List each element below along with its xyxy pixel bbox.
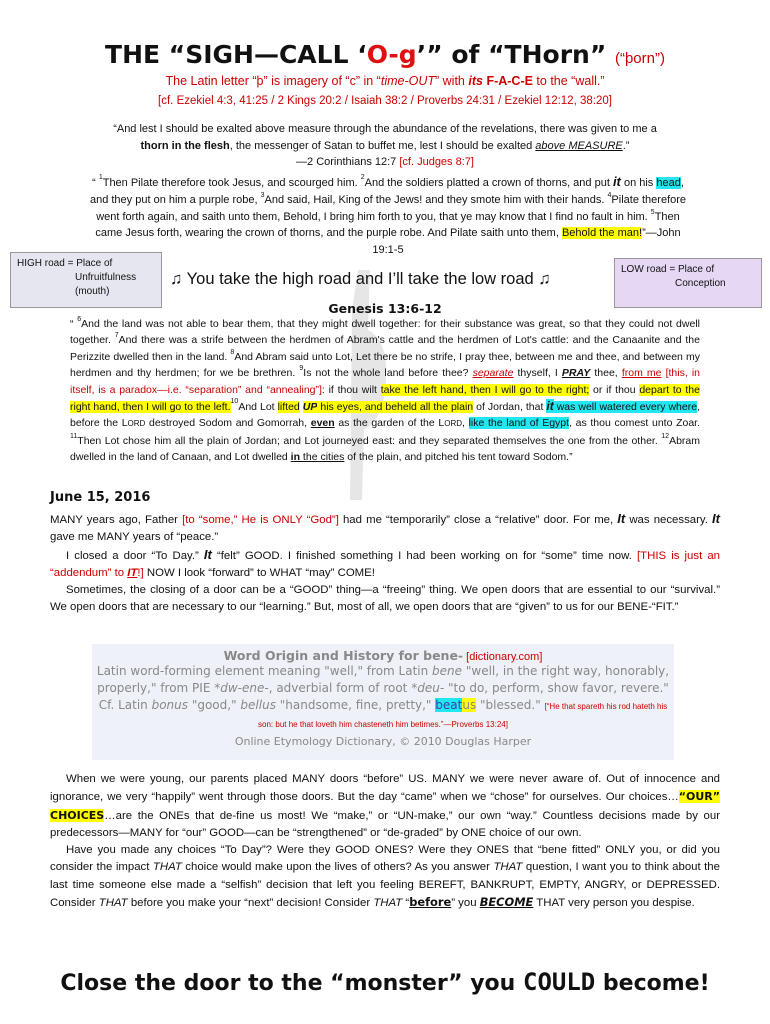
corinthians-quote: “And lest I should be exalted above measure through the abundance of the revelations, there was given to me a thorn in the flesh, the messenger of Satan to buffet me, lest I should be exalted above MEASURE.” —2 Corinthians 12:7 [cf. Judges 8:7] xyxy=(113,123,657,168)
etymology-box: Word Origin and History for bene- [dictionary.com] Latin word-forming element meaning "well," from Latin bene "well, in the right way, honorably, properly," from PIE *dw-ene-, adverbial form of root *deu- "to do, perform, show favor, revere." Cf. Latin bonus "good," bellus "handsome, fine, pretty," beatus "blessed." [“He that spareth his rod hateth his son: but he that loveth him chasteneth him betimes.”—Proverbs 13:24] Online Etymology Dictionary, © 2010 Douglas Harper xyxy=(92,644,674,760)
paragraph: MANY years ago, Father [to “some,” He is ONLY “God”] had me “temporarily” close a “relative” door. For me, It was necessary. It gave me MANY years of “peace.” xyxy=(50,511,720,543)
paragraph: When we were young, our parents placed MANY doors “before” US. MANY we were never aware of. Out of innocence and ignorance, we very “happily” went through those doors. But the day “came” when we “chose” for ourselves. Our choices…“OUR” CHOICES…are the ONEs that de-fine us most! We “make,” or “UN-make,” our own “way.” Countless decisions made by our predecessors—MANY for “our” GOOD—can be “strengthened” or “de-graded” by ONE choice of our own. xyxy=(50,773,720,839)
paragraph: Have you made any choices “To Day”? Were they GOOD ONES? Were they ONES that “bene fitted” ONLY you, or did you consider the impact THAT choice would make upon the lives of others? As you answer THAT question, I want you to think about the last time someone else made a “selfish” decision that left you feeling BEREFT, BANKRUPT, EMPTY, ANGRY, or DEPRESSED. Consider THAT before you make your “next” decision! Consider THAT “before” you BECOME THAT very person you despise. xyxy=(50,844,720,910)
music-note-icon: ♫ xyxy=(170,270,183,288)
road-lyric: ♫ You take the high road and I’ll take the low road ♫ xyxy=(170,270,551,288)
john-quote: “ $^1$Then Pilate therefore took Jesus, and scourged him. $^2$And the soldiers platted a crown of thorns, and put it on his head, and they put on him a purple robe, $^3$And said, Hail, King of the Jews! and they smote him with their hands. $^4$Pilate therefore went forth again, and saith unto them, Behold, I bring him forth to you, that ye may know that I find no fault in him. $^5$Then came Jesus forth, wearing the crown of thorns, and the purple robe. And Pilate saith unto them, Behold the man!”—John 19:1-5 xyxy=(89,174,687,257)
subtitle-references: [cf. Ezekiel 4:3, 41:25 / 2 Kings 20:2 / Isaiah 38:2 / Proverbs 24:31 / Ezekiel 12:12, 38:20] xyxy=(158,95,612,107)
closing-line: Close the door to the “monster” you COULD become! xyxy=(60,968,710,996)
body-section-2 xyxy=(50,771,720,912)
high-road-box: HIGH road = Place of Unfruitfulness (mouth) xyxy=(10,252,162,308)
paragraph: Sometimes, the closing of a door can be a “GOOD” thing—a “freeing” thing. We open doors that are essential to our “survival.” We open doors that are necessary to our “learning.” But, most of all, we open doors that are “given” to us for our BENE-“FIT.” xyxy=(50,584,720,613)
low-road-box: LOW road = Place of Conception xyxy=(614,258,762,308)
paragraph: I closed a door “To Day.” It “felt” GOOD. I finished something I had been working on for “some” time now. [THIS is just an “addendum” to IT!] NOW I look “forward” to WHAT “may” COME! xyxy=(50,547,720,579)
entry-date: June 15, 2016 xyxy=(50,490,151,505)
subtitle-letter-note: The Latin letter “þ” is imagery of “c” in “time-OUT” with its F-A-C-E to the “wall.” xyxy=(165,74,605,88)
page-title: THE “SIGH—CALL ‘O-g’” of “THorn” (“þorn”) xyxy=(105,40,665,69)
genesis-reference: Genesis 13:6-12 xyxy=(328,301,442,316)
body-section-1 xyxy=(50,510,720,616)
genesis-quote: “ $^6$And the land was not able to bear them, that they might dwell together: for their substance was great, so that they could not dwell together. $^7$And there was a strife between the herdmen of Abram's cattle and the herdmen of Lot's cattle: and the Canaanite and the Perizzite dwelled then in the land. $^8$And Abram said unto Lot, Let there be no strife, I pray thee, between me and thee, and between my herdmen and thy herdmen; for we be brethren. $^9$Is not the whole land before thee? separate thyself, I PRAY thee, from me [this, in itself, is a paradox—i.e. “separation” and “annealing”]: if thou wilt take the left hand, then I will go to the right; or if thou depart to the right hand, then I will go to the left.$^{10}$And Lot lifted UP his eyes, and beheld all the plain of Jordan, that it was well watered every where, before the LORD destroyed Sodom and Gomorrah, even as the garden of the LORD, like the land of Egypt, as thou comest unto Zoar. $^{11}$Then Lot chose him all the plain of Jordan; and Lot journeyed east: and they separated themselves the one from the other. $^{12}$Abram dwelled in the land of Canaan, and Lot dwelled in the cities of the plain, and pitched his tent toward Sodom.” xyxy=(70,316,701,464)
title-thorn-note: (“þorn”) xyxy=(614,50,665,67)
music-note-icon: ♫ xyxy=(538,270,551,288)
